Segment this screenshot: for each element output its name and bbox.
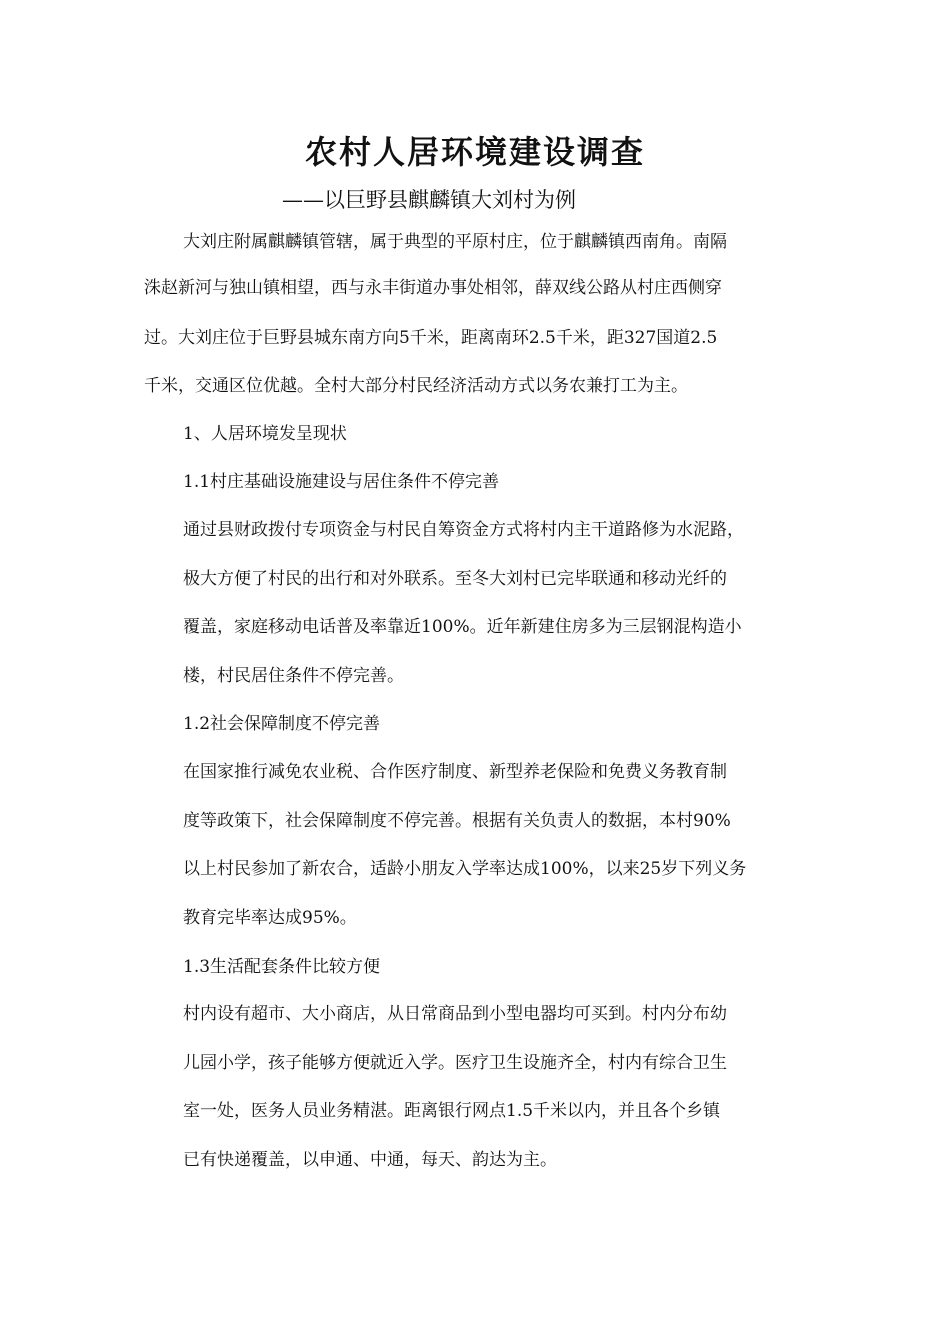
paragraph-line: 覆盖，家庭移动电话普及率靠近100%。近年新建住房多为三层钢混构造小 bbox=[183, 617, 742, 637]
paragraph-line: 过。大刘庄位于巨野县城东南方向5千米，距离南环2.5千米，距327国道2.5 bbox=[144, 328, 718, 348]
paragraph-line: 千米，交通区位优越。全村大部分村民经济活动方式以务农兼打工为主。 bbox=[144, 376, 688, 396]
document-title: 农村人居环境建设调查 bbox=[304, 133, 645, 171]
paragraph-line: 在国家推行减免农业税、合作医疗制度、新型养老保险和免费义务教育制 bbox=[183, 762, 727, 782]
paragraph-line: 室一处，医务人员业务精湛。距离银行网点1.5千米以内，并且各个乡镇 bbox=[183, 1101, 721, 1121]
paragraph-line: 儿园小学，孩子能够方便就近入学。医疗卫生设施齐全，村内有综合卫生 bbox=[183, 1053, 727, 1073]
paragraph-line: 楼，村民居住条件不停完善。 bbox=[183, 666, 404, 686]
paragraph-line: 极大方便了村民的出行和对外联系。至冬大刘村已完毕联通和移动光纤的 bbox=[183, 569, 727, 589]
document-subtitle: ——以巨野县麒麟镇大刘村为例 bbox=[282, 188, 576, 212]
paragraph-line: 通过县财政拨付专项资金与村民自筹资金方式将村内主干道路修为水泥路， bbox=[183, 520, 744, 540]
subsection-heading: 1.1村庄基础设施建设与居住条件不停完善 bbox=[183, 472, 500, 492]
subsection-heading: 1.3生活配套条件比较方便 bbox=[183, 957, 381, 977]
paragraph-line: 教育完毕率达成95%。 bbox=[183, 908, 357, 928]
paragraph-line: 大刘庄附属麒麟镇管辖，属于典型的平原村庄，位于麒麟镇西南角。南隔 bbox=[183, 232, 727, 252]
paragraph-line: 已有快递覆盖，以申通、中通，每天、韵达为主。 bbox=[183, 1150, 557, 1170]
paragraph-line: 度等政策下，社会保障制度不停完善。根据有关负责人的数据，本村90% bbox=[183, 811, 731, 831]
paragraph-line: 洙赵新河与独山镇相望，西与永丰街道办事处相邻，薛双线公路从村庄西侧穿 bbox=[144, 278, 722, 298]
paragraph-line: 以上村民参加了新农合，适龄小朋友入学率达成100%，以来25岁下列义务 bbox=[183, 859, 747, 879]
paragraph-line: 村内设有超市、大小商店，从日常商品到小型电器均可买到。村内分布幼 bbox=[183, 1004, 727, 1024]
subsection-heading: 1.2社会保障制度不停完善 bbox=[183, 714, 381, 734]
section-heading: 1、人居环境发呈现状 bbox=[183, 424, 347, 444]
